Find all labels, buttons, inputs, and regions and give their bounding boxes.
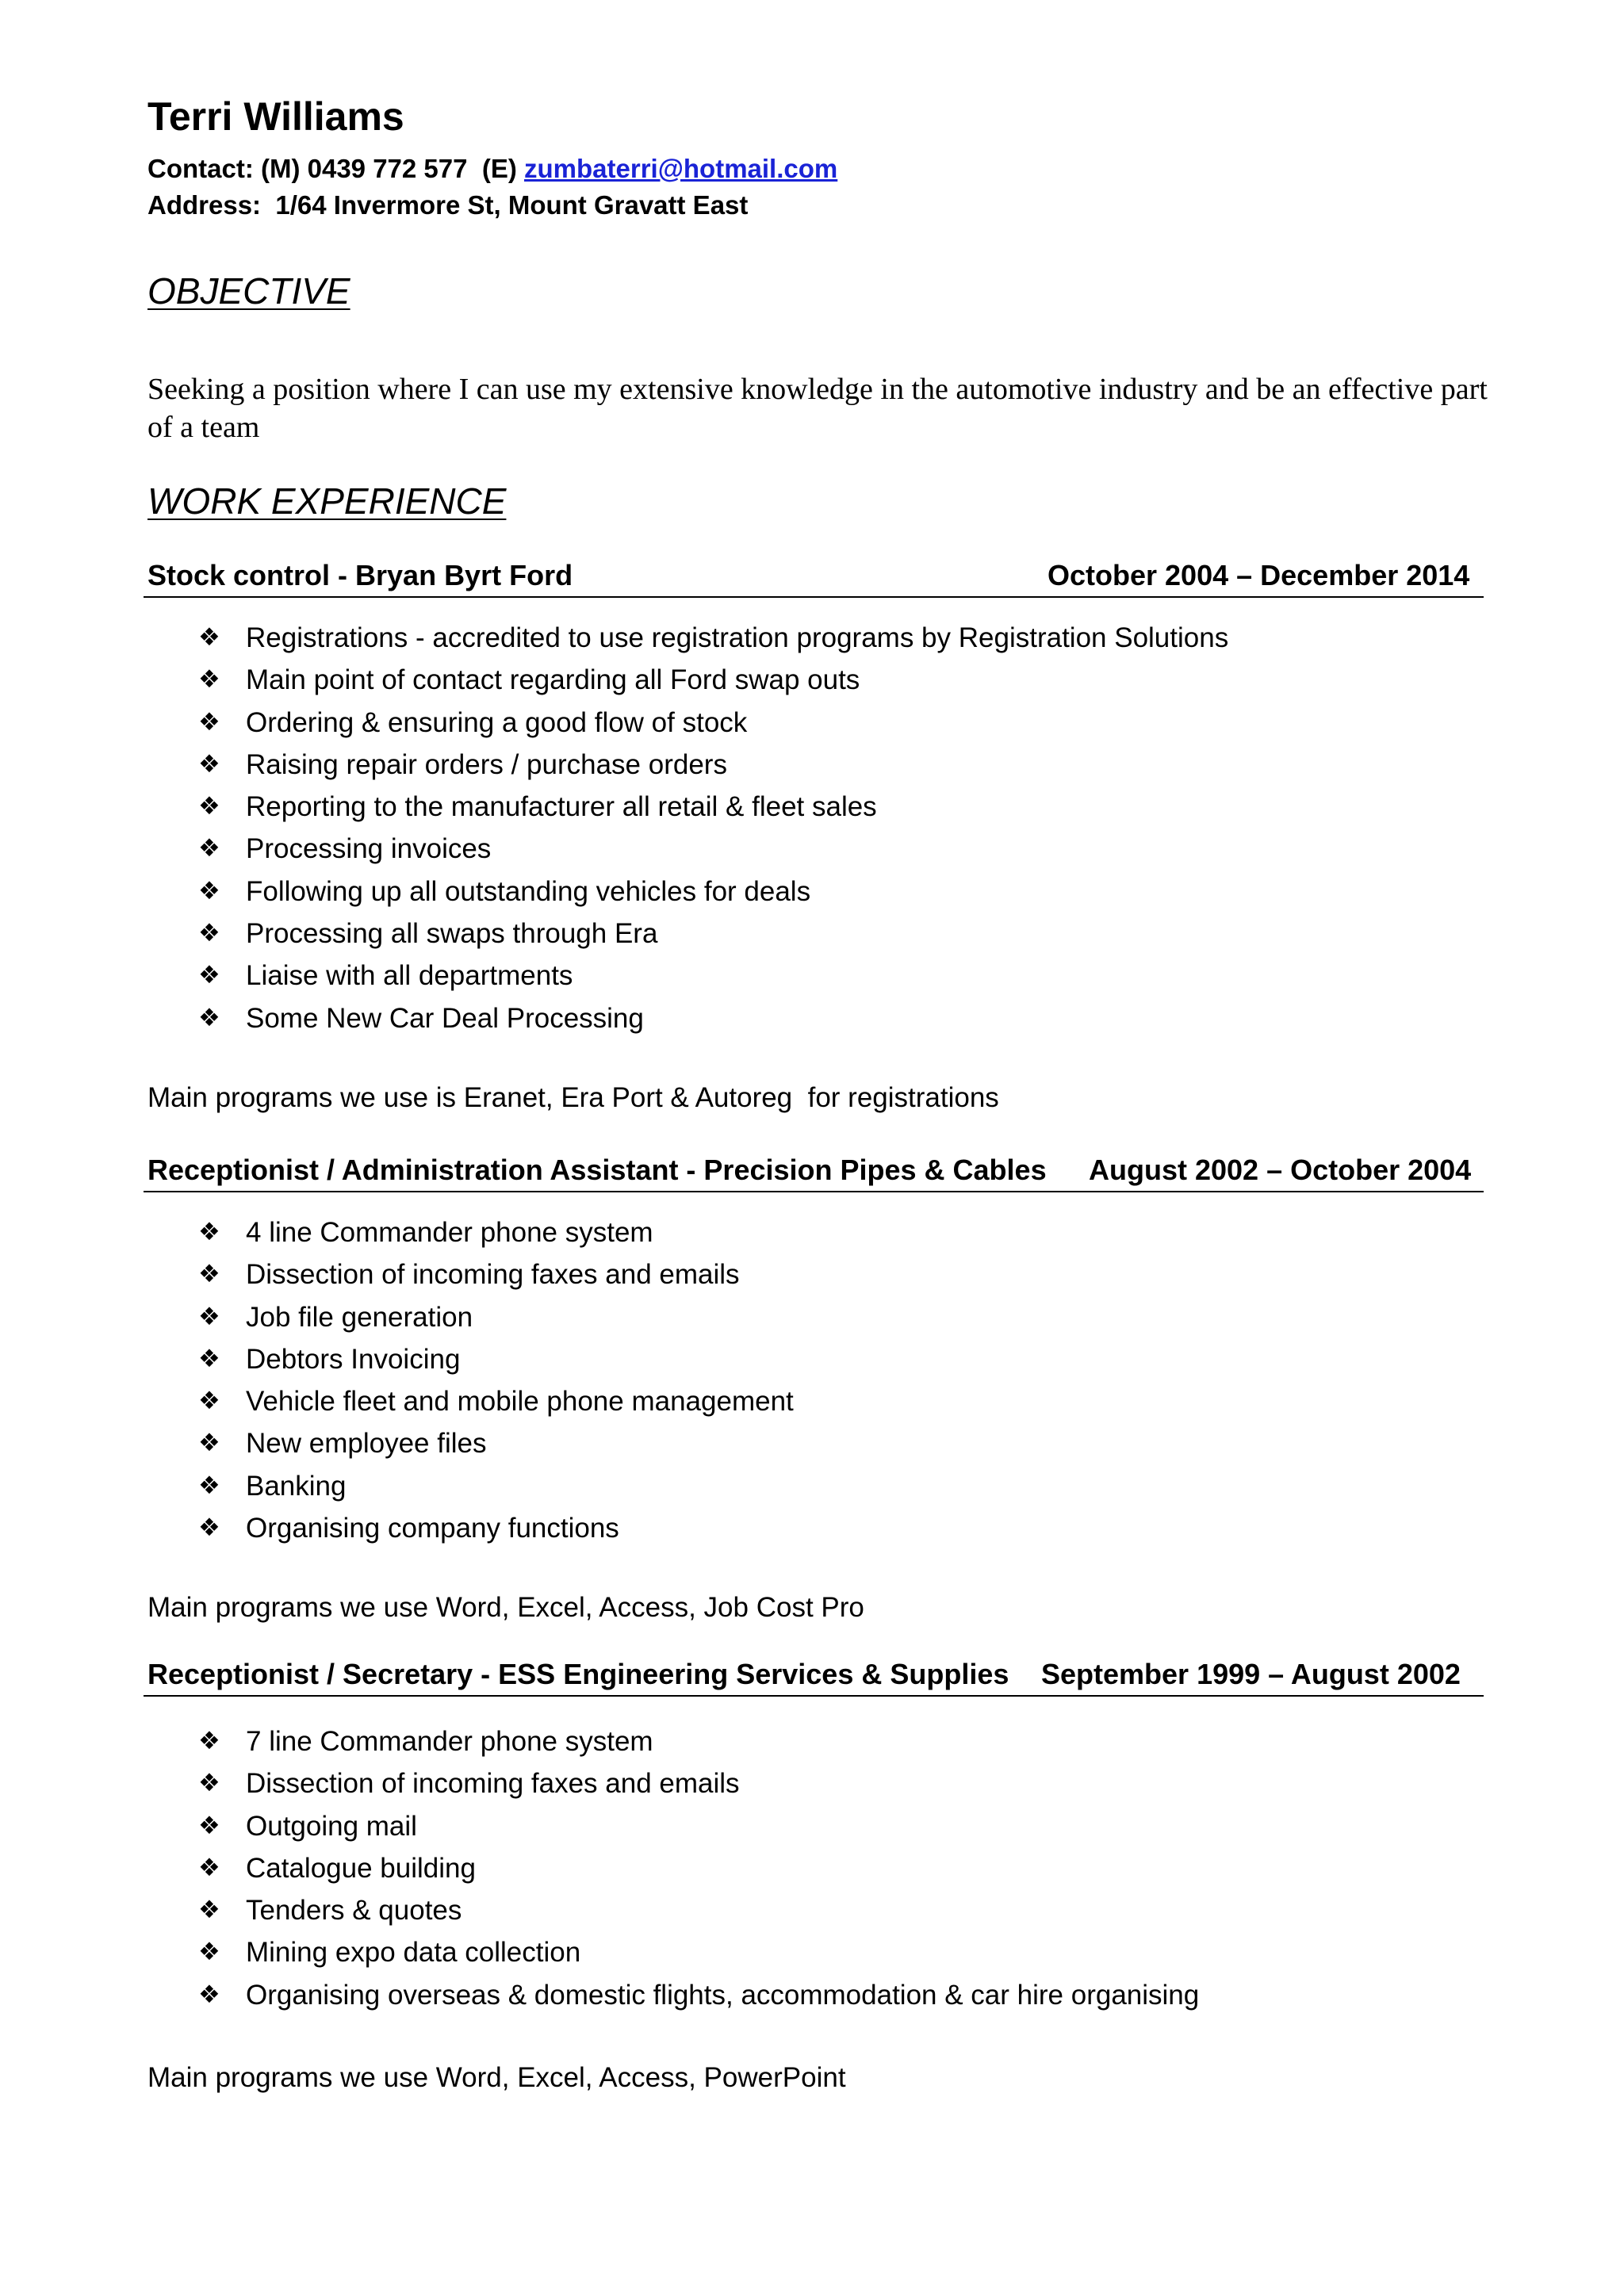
list-item (144, 828, 1484, 870)
job-bullet-list (144, 617, 1484, 1039)
list-item (144, 1720, 1484, 1762)
list-item-text: Some New Car Deal Processing (246, 1002, 644, 1034)
contact-line (147, 155, 837, 182)
list-item-text: Following up all outstanding vehicles for deals (246, 875, 811, 907)
list-item-text: New employee files (246, 1428, 487, 1460)
diamond-bullet-icon: ❖ (198, 1896, 220, 1925)
diamond-bullet-icon: ❖ (198, 834, 220, 863)
diamond-bullet-icon: ❖ (198, 792, 220, 821)
diamond-bullet-icon: ❖ (198, 1471, 220, 1500)
job-title: Stock control - Bryan Byrt Ford (147, 559, 573, 591)
programs-used: Main programs we use is Eranet, Era Port & Autoreg for registrations (147, 1082, 999, 1113)
diamond-bullet-icon: ❖ (198, 1938, 220, 1967)
diamond-bullet-icon: ❖ (198, 876, 220, 905)
list-item (144, 1931, 1484, 1973)
list-item-text: Tenders & quotes (246, 1895, 462, 1927)
list-item-text: Processing invoices (246, 833, 492, 865)
job-dates: August 2002 – October 2004 (1089, 1154, 1472, 1186)
list-item-text: Raising repair orders / purchase orders (246, 748, 727, 780)
list-item-text: Job file generation (246, 1301, 473, 1333)
list-item-text: Vehicle fleet and mobile phone management (246, 1386, 794, 1418)
work-experience-heading: WORK EXPERIENCE (147, 480, 507, 522)
list-item-text: Outgoing mail (246, 1810, 417, 1842)
list-item-text: 7 line Commander phone system (246, 1726, 653, 1757)
job-title: Receptionist / Secretary - ESS Engineering Services & Supplies (147, 1658, 1009, 1690)
diamond-bullet-icon: ❖ (198, 665, 220, 695)
applicant-name: Terri Williams (147, 94, 404, 139)
job-header (144, 561, 1484, 598)
list-item (144, 1296, 1484, 1338)
job-title: Receptionist / Administration Assistant - Precision Pipes & Cables (147, 1154, 1047, 1186)
diamond-bullet-icon: ❖ (198, 1429, 220, 1458)
diamond-bullet-icon: ❖ (198, 1003, 220, 1032)
objective-heading: OBJECTIVE (147, 270, 350, 312)
list-item (144, 1507, 1484, 1549)
list-item-text: Liaise with all departments (246, 960, 573, 992)
email-link[interactable]: zumbaterri@hotmail.com (524, 154, 838, 183)
job-entry (144, 1660, 1484, 2016)
list-item (144, 744, 1484, 786)
list-item-text: Mining expo data collection (246, 1937, 581, 1969)
diamond-bullet-icon: ❖ (198, 1727, 220, 1755)
diamond-bullet-icon: ❖ (198, 961, 220, 990)
list-item-text: Ordering & ensuring a good flow of stock (246, 706, 748, 738)
job-bullet-list (144, 1211, 1484, 1549)
diamond-bullet-icon: ❖ (198, 1980, 220, 2009)
address-line: Address: 1/64 Invermore St, Mount Gravatt East (147, 190, 749, 220)
job-dates: October 2004 – December 2014 (1048, 559, 1470, 591)
diamond-bullet-icon: ❖ (198, 1769, 220, 1798)
diamond-bullet-icon: ❖ (198, 1302, 220, 1331)
list-item-text: Organising overseas & domestic flights, accommodation & car hire organising (246, 1979, 1200, 2011)
diamond-bullet-icon: ❖ (198, 1218, 220, 1246)
list-item-text: Organising company functions (246, 1513, 619, 1544)
list-item (144, 955, 1484, 997)
list-item (144, 1974, 1484, 2016)
diamond-bullet-icon: ❖ (198, 749, 220, 779)
list-item-text: Processing all swaps through Era (246, 918, 658, 950)
list-item (144, 659, 1484, 701)
list-item-text: 4 line Commander phone system (246, 1217, 653, 1248)
list-item-text: Dissection of incoming faxes and emails (246, 1259, 740, 1291)
list-item (144, 1889, 1484, 1931)
diamond-bullet-icon: ❖ (198, 1811, 220, 1840)
job-header (144, 1156, 1484, 1192)
contact-phone: Contact: (M) 0439 772 577 (E) (147, 154, 524, 183)
diamond-bullet-icon: ❖ (198, 707, 220, 737)
job-entry (144, 1156, 1484, 1549)
list-item (144, 1253, 1484, 1295)
list-item-text: Reporting to the manufacturer all retail & fleet sales (246, 791, 877, 823)
list-item (144, 1338, 1484, 1380)
list-item (144, 871, 1484, 913)
list-item (144, 1847, 1484, 1889)
list-item (144, 1762, 1484, 1804)
list-item (144, 997, 1484, 1039)
diamond-bullet-icon: ❖ (198, 919, 220, 948)
list-item-text: Main point of contact regarding all Ford swap outs (246, 664, 860, 696)
list-item-text: Debtors Invoicing (246, 1343, 461, 1375)
job-entry (144, 561, 1484, 1039)
diamond-bullet-icon: ❖ (198, 1853, 220, 1882)
list-item (144, 913, 1484, 955)
list-item (144, 617, 1484, 659)
diamond-bullet-icon: ❖ (198, 1513, 220, 1543)
list-item-text: Catalogue building (246, 1852, 476, 1884)
list-item (144, 786, 1484, 828)
list-item-text: Dissection of incoming faxes and emails (246, 1768, 740, 1800)
list-item-text: Banking (246, 1470, 347, 1502)
list-item (144, 702, 1484, 744)
job-dates: September 1999 – August 2002 (1041, 1658, 1461, 1690)
diamond-bullet-icon: ❖ (198, 1387, 220, 1416)
list-item (144, 1422, 1484, 1464)
list-item-text: Registrations - accredited to use registration programs by Registration Solutions (246, 622, 1229, 653)
list-item (144, 1465, 1484, 1507)
job-bullet-list (144, 1720, 1484, 2016)
programs-used: Main programs we use Word, Excel, Access, PowerPoint (147, 2062, 846, 2093)
programs-used: Main programs we use Word, Excel, Access, Job Cost Pro (147, 1592, 864, 1623)
objective-text: Seeking a position where I can use my extensive knowledge in the automotive industry and be an effective part of a team (147, 373, 1488, 444)
job-header (144, 1660, 1484, 1697)
list-item (144, 1211, 1484, 1253)
diamond-bullet-icon: ❖ (198, 1260, 220, 1289)
list-item (144, 1805, 1484, 1847)
diamond-bullet-icon: ❖ (198, 1344, 220, 1373)
list-item (144, 1380, 1484, 1422)
diamond-bullet-icon: ❖ (198, 623, 220, 652)
